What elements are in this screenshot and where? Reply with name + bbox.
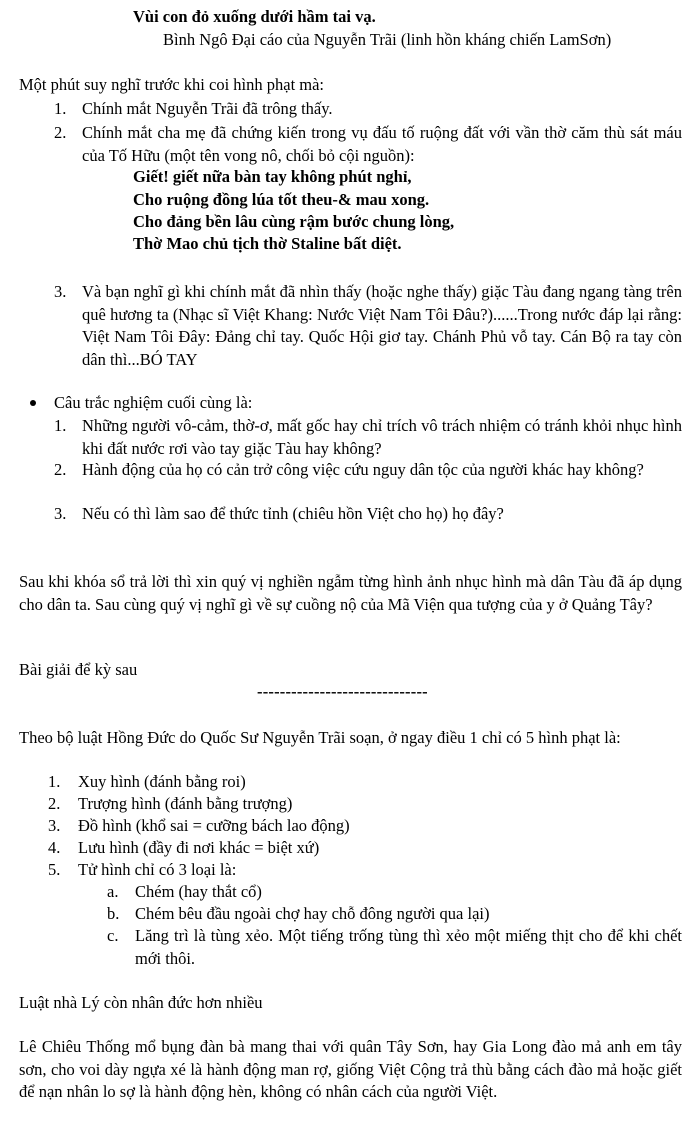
law-item-5-number: 5. [48,860,61,879]
quiz-item-2-number: 2. [54,460,67,479]
quiz-item-3-text: Nếu có thì làm sao để thức tỉnh (chiêu hồn Việt cho họ) họ đây? [82,504,504,523]
reflection-item-3-text: Và bạn nghĩ gì khi chính mắt đã nhìn thấy (hoặc nghe thấy) giặc Tàu đang ngang tàng trên quê hương ta (Nhạc sĩ Việt Khang: Nước Việt Nam Tôi Đâu?)......Trong nước đáp lại rằng: Việt Nam Tôi Đây: Đảng chỉ tay. Quốc Hội giơ tay. Chánh Phủ vỗ tay. Cán Bộ ra tay còn dân thì...BÓ TAY [82,282,682,369]
intro-verse: Vùi con đỏ xuống dưới hầm tai vạ. [133,7,376,26]
poem-line-1: Giết! giết nữa bàn tay không phút nghỉ, [133,167,412,186]
law-item-4-text: Lưu hình (đầy đi nơi khác = biệt xứ) [78,838,320,857]
law-subitem-c-text: Lăng trì là tùng xẻo. Một tiếng trống tùng thì xẻo một miếng thịt cho để khi chết mới thôi. [135,926,682,968]
law-item-1-number: 1. [48,772,61,791]
poem-line-3: Cho đảng bền lâu cùng rậm bước chung lòng, [133,212,455,231]
law-subitem-b-text: Chém bêu đầu ngoài chợ hay chỗ đông người qua lại) [135,904,490,923]
poem-line-2: Cho ruộng đồng lúa tốt theu-& mau xong. [133,190,430,209]
bullet-icon [30,400,36,406]
quiz-heading: Câu trắc nghiệm cuối cùng là: [54,393,253,412]
next-issue-note: Bài giải để kỳ sau [19,660,138,679]
law-item-2-text: Trượng hình (đánh bằng trượng) [78,794,293,813]
law-item-2-number: 2. [48,794,61,813]
law-item-5-text: Tử hình chỉ có 3 loại là: [78,860,237,879]
ly-dynasty-note: Luật nhà Lý còn nhân đức hơn nhiều [19,993,263,1012]
reflection-item-2-text: Chính mắt cha mẹ đã chứng kiến trong vụ đấu tố ruộng đất với vần thờ căm thù sát máu của Tố Hữu (một tên vong nô, chối bỏ cội nguồn): [82,123,682,165]
poem-line-4: Thờ Mao chủ tịch thờ Staline bất diệt. [133,234,402,253]
law-intro: Theo bộ luật Hồng Đức do Quốc Sư Nguyễn Trãi soạn, ở ngay điều 1 chỉ có 5 hình phạt là: [19,728,621,747]
law-subitem-c-label: c. [107,926,119,945]
closing-paragraph: Sau khi khóa sổ trả lời thì xin quý vị nghiền ngẫm từng hình ảnh nhục hình mà dân Tàu đã áp dụng cho dân ta. Sau cùng quý vị nghĩ gì về sự cuồng nộ của Mã Viện qua tượng của y ở Quảng Tây? [19,572,682,614]
reflection-item-2-number: 2. [54,123,67,142]
quiz-item-2-text: Hành động của họ có cản trở công việc cứu nguy dân tộc của người khác hay không? [82,460,644,479]
quiz-item-1-number: 1. [54,416,67,435]
law-subitem-a-text: Chém (hay thắt cổ) [135,882,262,901]
quiz-item-1-text: Những người vô-cảm, thờ-ơ, mất gốc hay chỉ trích vô trách nhiệm có tránh khỏi nhục hình khi đất nước rơi vào tay giặc Tàu hay không? [82,416,682,458]
reflection-item-1-number: 1. [54,99,67,118]
quiz-item-3-number: 3. [54,504,67,523]
reflection-item-3-number: 3. [54,282,67,301]
law-item-1-text: Xuy hình (đánh bằng roi) [78,772,246,791]
intro-citation: Bình Ngô Đại cáo của Nguyễn Trãi (linh hồn kháng chiến LamSơn) [163,30,612,49]
reflection-heading: Một phút suy nghĩ trước khi coi hình phạt mà: [19,75,325,94]
reflection-item-1-text: Chính mắt Nguyễn Trãi đã trông thấy. [82,99,333,118]
law-subitem-a-label: a. [107,882,119,901]
law-item-3-number: 3. [48,816,61,835]
law-item-3-text: Đồ hình (khổ sai = cưỡng bách lao động) [78,816,350,835]
final-paragraph: Lê Chiêu Thống mổ bụng đàn bà mang thai với quân Tây Sơn, hay Gia Long đào mả anh em tây sơn, cho voi dày ngựa xé là hành động man rợ, giống Việt Cộng trả thù bằng cách đào mả hoặc giết để nạn nhân lo sợ là hành động hèn, không có nhân cách của người Việt. [19,1037,682,1101]
law-subitem-b-label: b. [107,904,120,923]
law-item-4-number: 4. [48,838,61,857]
section-divider: ------------------------------ [257,682,428,701]
